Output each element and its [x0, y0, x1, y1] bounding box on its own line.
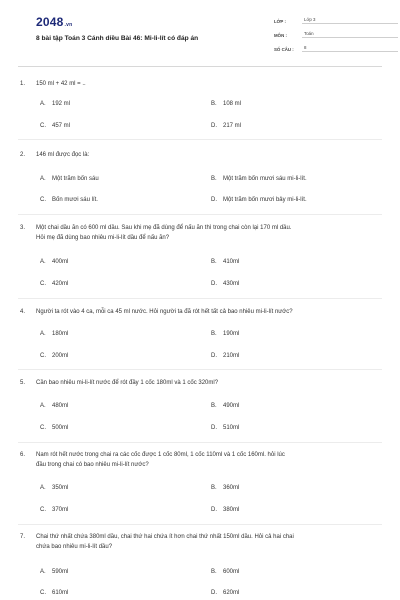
meta-grade: [274, 17, 398, 24]
option-text: Một trăm bốn sáu: [52, 176, 99, 182]
option-letter: B.: [211, 569, 217, 575]
option-letter: B.: [211, 101, 217, 107]
option-letter: A.: [40, 331, 46, 337]
question-6-option-c[interactable]: [40, 507, 68, 513]
option-text: 380ml: [223, 507, 240, 513]
meta-grade-value: Lớp 3: [302, 17, 398, 24]
site-logo[interactable]: [36, 15, 72, 29]
question-3-option-d[interactable]: [211, 281, 239, 287]
meta-grade-key: LỚP :: [274, 19, 286, 24]
option-text: Bốn mươi sáu lít.: [52, 197, 98, 203]
question-number: 5.: [20, 380, 26, 386]
question-2-option-d[interactable]: [211, 197, 307, 203]
question-4-text: [18, 308, 382, 318]
question-5-option-d[interactable]: [211, 425, 239, 431]
question-2-option-a[interactable]: [40, 176, 99, 182]
question-separator: [18, 298, 382, 299]
meta-subject-value: Toán: [302, 31, 398, 38]
question-3-option-c[interactable]: [40, 281, 68, 287]
option-text: 360ml: [223, 485, 240, 491]
option-text: 620ml: [223, 590, 240, 596]
option-text: 192 ml: [52, 101, 71, 107]
question-4-option-a[interactable]: [40, 331, 68, 337]
question-7-option-c[interactable]: [40, 590, 68, 596]
option-text: 600ml: [223, 569, 240, 575]
question-6-option-d[interactable]: [211, 507, 239, 513]
option-letter: B.: [211, 331, 217, 337]
question-1-option-c[interactable]: [40, 123, 70, 129]
option-letter: D.: [211, 590, 217, 596]
option-text: 420ml: [52, 281, 69, 287]
question-5-option-b[interactable]: [211, 403, 239, 409]
question-4-option-c[interactable]: [40, 353, 68, 359]
option-text: Một trăm bốn mươi sáu mi-li-lít.: [223, 176, 307, 182]
worksheet-header: [18, 0, 382, 64]
header-divider: [18, 66, 382, 67]
question-line: Chai thứ nhất chứa 380ml dầu, chai thứ hai chứa ít hơn chai thứ nhất 150ml dầu. Hỏi cả hai chai: [36, 534, 294, 540]
option-text: 590ml: [52, 569, 69, 575]
question-line: chứa bao nhiêu mi-li-lít dầu?: [36, 543, 113, 550]
question-line: Hỏi mẹ đã dùng bao nhiêu mi-li-lít dầu để nấu ăn?: [36, 234, 170, 241]
option-letter: D.: [211, 353, 217, 359]
option-letter: D.: [211, 425, 217, 431]
option-letter: A.: [40, 176, 46, 182]
option-letter: B.: [211, 259, 217, 265]
question-1-option-b[interactable]: [211, 101, 241, 107]
question-6-text: [18, 451, 382, 470]
option-letter: A.: [40, 569, 46, 575]
question-line: 150 ml + 42 ml = ..: [36, 81, 86, 87]
option-letter: C.: [40, 507, 46, 513]
option-letter: B.: [211, 176, 217, 182]
option-letter: D.: [211, 123, 217, 129]
question-line: 146 ml được đọc là:: [36, 152, 90, 158]
option-text: 217 ml: [223, 123, 242, 129]
option-text: 180ml: [52, 331, 69, 337]
option-letter: A.: [40, 259, 46, 265]
meta-subject: [274, 31, 398, 38]
option-letter: C.: [40, 123, 46, 129]
question-5-option-a[interactable]: [40, 403, 68, 409]
option-text: 490ml: [223, 403, 240, 409]
question-number: 2.: [20, 152, 26, 158]
option-letter: D.: [211, 197, 217, 203]
question-number: 6.: [20, 452, 26, 458]
meta-count-value: 8: [302, 45, 398, 52]
logo-sub-text: .vn: [64, 22, 73, 28]
option-text: 480ml: [52, 403, 69, 409]
question-1-option-a[interactable]: [40, 101, 70, 107]
option-letter: B.: [211, 485, 217, 491]
meta-count: [274, 45, 398, 52]
option-letter: A.: [40, 403, 46, 409]
option-text: 190ml: [223, 331, 240, 337]
option-text: 510ml: [223, 425, 240, 431]
question-number: 3.: [20, 225, 26, 231]
option-letter: C.: [40, 197, 46, 203]
option-letter: D.: [211, 281, 217, 287]
option-letter: A.: [40, 485, 46, 491]
question-separator: [18, 524, 382, 525]
option-letter: C.: [40, 590, 46, 596]
option-text: 610ml: [52, 590, 69, 596]
worksheet-title: 8 bài tập Toán 3 Cánh diều Bài 46: Mi-li-lít có đáp án: [36, 35, 199, 42]
question-5-text: [18, 379, 382, 389]
question-line: Cần bao nhiêu mi-li-lít nước để rót đầy 1 cốc 180ml và 1 cốc 320ml?: [36, 380, 219, 386]
question-line: đầu trong chai có bao nhiêu mi-li-lít nước?: [36, 461, 149, 468]
option-letter: D.: [211, 507, 217, 513]
question-2-option-c[interactable]: [40, 197, 98, 203]
question-5-option-c[interactable]: [40, 425, 68, 431]
option-letter: C.: [40, 425, 46, 431]
question-7-option-d[interactable]: [211, 590, 239, 596]
question-3-option-b[interactable]: [211, 259, 239, 265]
option-letter: C.: [40, 353, 46, 359]
option-text: 457 ml: [52, 123, 71, 129]
option-text: 500ml: [52, 425, 69, 431]
question-separator: [18, 369, 382, 370]
option-text: 210ml: [223, 353, 240, 359]
option-letter: A.: [40, 101, 46, 107]
question-7-option-a[interactable]: [40, 569, 68, 575]
meta-subject-key: MÔN :: [274, 33, 287, 38]
option-text: 430ml: [223, 281, 240, 287]
question-4-option-d[interactable]: [211, 353, 239, 359]
option-text: 350ml: [52, 485, 69, 491]
option-text: Một trăm bốn mươi bảy mi-li-lít.: [223, 197, 307, 203]
question-2-text: [18, 151, 382, 161]
question-line: Một chai dầu ăn có 600 ml dầu. Sau khi mẹ đã dùng để nấu ăn thì trong chai còn lại 170 ml dầu.: [36, 225, 292, 231]
option-text: 200ml: [52, 353, 69, 359]
question-separator: [18, 214, 382, 215]
logo-main-text: 2048: [36, 15, 64, 29]
question-separator: [18, 442, 382, 443]
option-text: 108 ml: [223, 101, 242, 107]
option-letter: B.: [211, 403, 217, 409]
option-text: 410ml: [223, 259, 240, 265]
question-3-text: [18, 224, 382, 243]
question-3-option-a[interactable]: [40, 259, 68, 265]
question-6-option-a[interactable]: [40, 485, 68, 491]
question-line: Người ta rót vào 4 ca, mỗi ca 45 ml nước. Hỏi người ta đã rót hết tất cả bao nhiêu mi-li-lít nước?: [36, 309, 293, 315]
question-number: 7.: [20, 534, 26, 540]
question-6-option-b[interactable]: [211, 485, 239, 491]
option-text: 400ml: [52, 259, 69, 265]
question-7-option-b[interactable]: [211, 569, 239, 575]
question-4-option-b[interactable]: [211, 331, 239, 337]
question-separator: [18, 139, 382, 140]
question-number: 4.: [20, 309, 26, 315]
question-line: Nam rót hết nước trong chai ra các cốc được 1 cốc 80ml, 1 cốc 110ml và 1 cốc 160ml. hỏi lúc: [36, 452, 285, 458]
option-letter: C.: [40, 281, 46, 287]
meta-count-key: SỐ CÂU :: [274, 47, 294, 52]
question-2-option-b[interactable]: [211, 176, 307, 182]
option-text: 370ml: [52, 507, 69, 513]
question-7-text: [18, 533, 382, 552]
question-1-text: [18, 80, 382, 90]
question-1-option-d[interactable]: [211, 123, 241, 129]
question-number: 1.: [20, 81, 26, 87]
